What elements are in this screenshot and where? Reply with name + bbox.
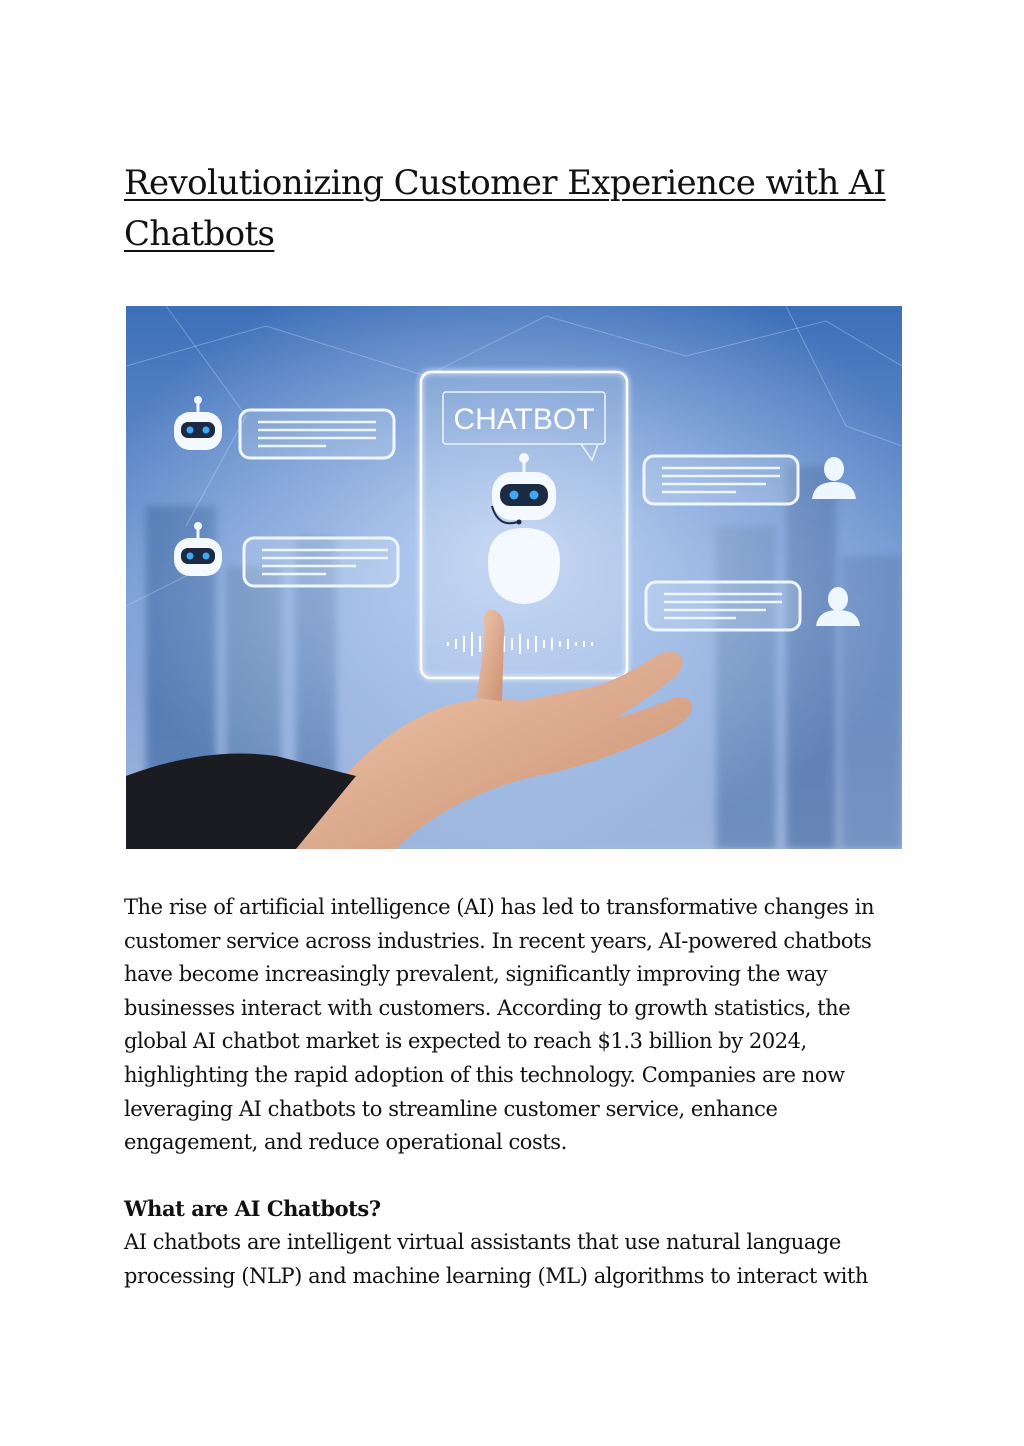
section-paragraph: AI chatbots are intelligent virtual assistants that use natural language processing (NLP) and machine learning (ML) algorithms to interact with <box>124 1230 868 1288</box>
chat-bubble-left-2 <box>244 538 398 586</box>
section-heading: What are AI Chatbots? <box>124 1196 381 1221</box>
hero-illustration <box>126 306 902 849</box>
chat-bubble-right-2 <box>646 582 800 630</box>
intro-paragraph: The rise of artificial intelligence (AI) has led to transformative changes in customer service across industries. In recent years, AI-powered chatbots have become increasingly prevalent, significantly improving the way businesses interact with customers. According to growth statistics, the global AI chatbot market is expected to reach $1.3 billion by 2024, highlighting the rapid adoption of this technology. Companies are now leveraging AI chatbots to streamline customer service, enhance engagement, and reduce operational costs. <box>124 895 875 1155</box>
chatbot-phone-panel <box>421 372 627 678</box>
chat-bubble-left-1 <box>240 410 394 458</box>
page-title: Revolutionizing Customer Experience with AI Chatbots <box>124 163 886 254</box>
chat-bubble-right-1 <box>644 456 798 504</box>
chatbot-label: CHATBOT <box>453 403 595 436</box>
